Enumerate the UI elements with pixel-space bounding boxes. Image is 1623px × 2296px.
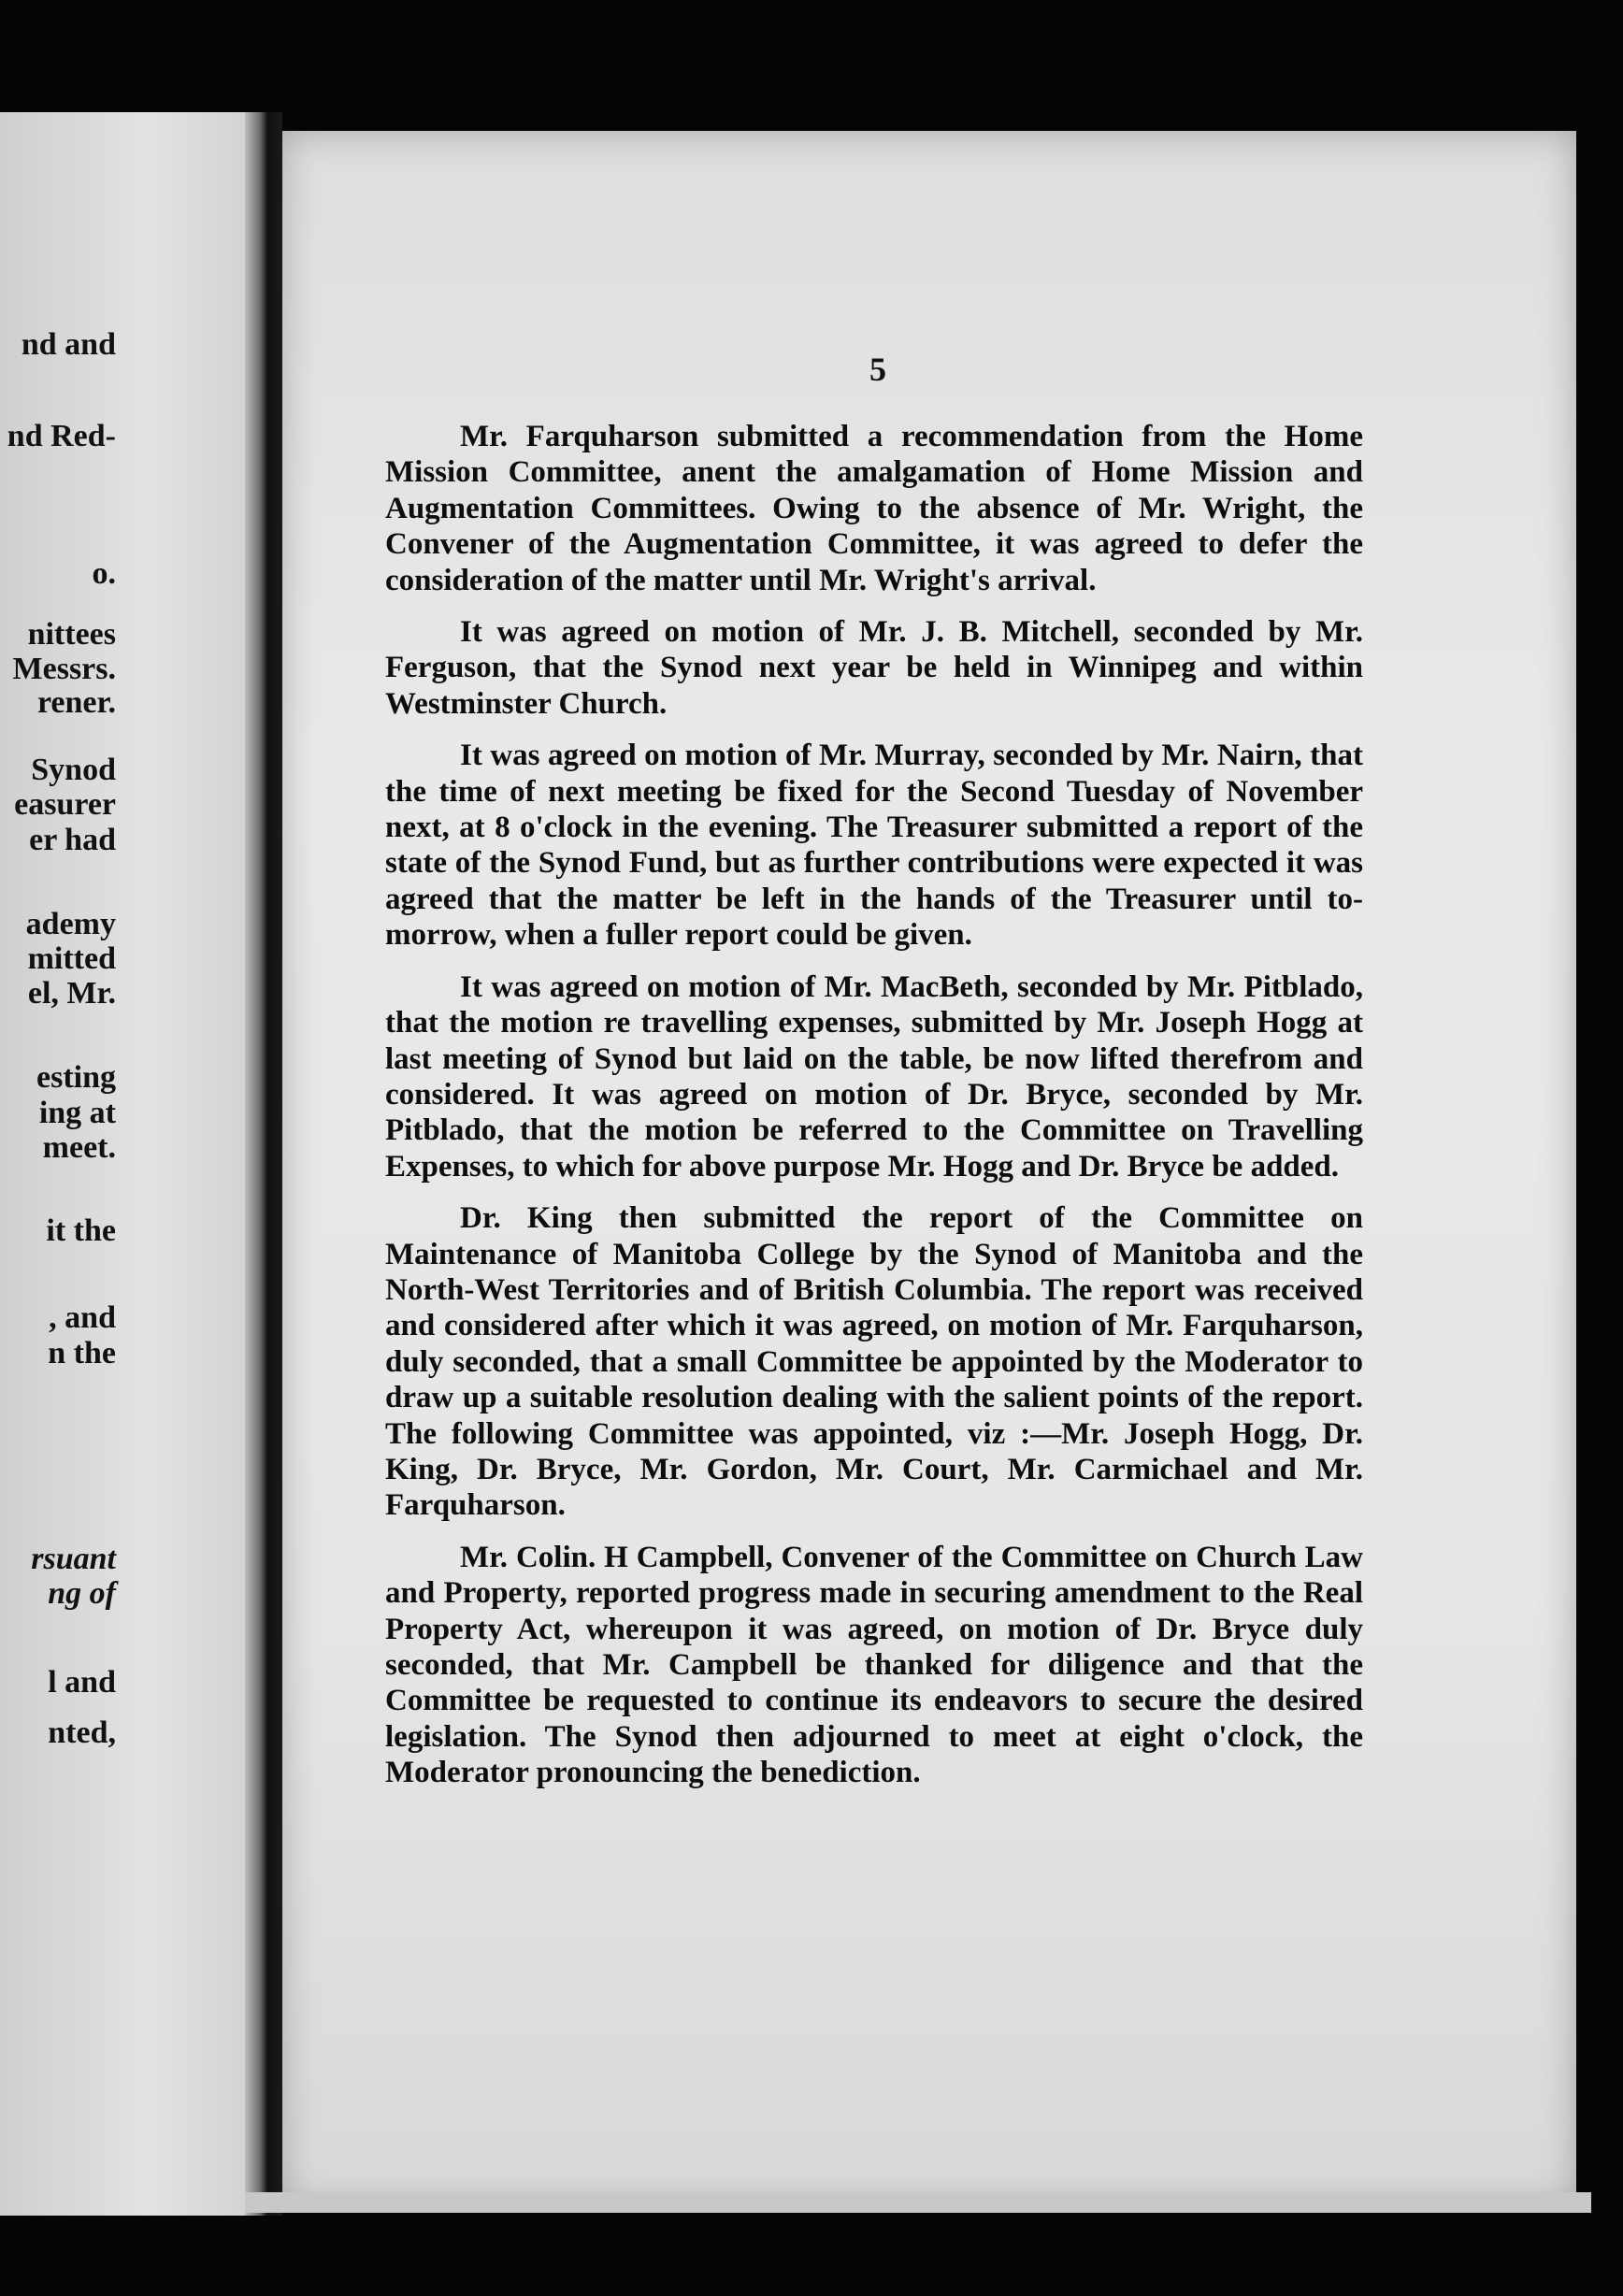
left-page-fragment: ng of	[48, 1576, 116, 1611]
page-bottom-edge	[245, 2192, 1591, 2213]
left-page-fragment: Messrs.	[12, 652, 116, 686]
paragraph-5: Dr. King then submitted the report of the Committee on Maintenance of Manitoba College by the Synod of Manitoba and the North-West Territories and of British Columbia. The report was received and considered after which it was agreed, on motion of Mr. Farquharson, duly seconded, that a small Committee be appointed by the Moderator to draw up a suitable resolution dealing with the salient points of the report. The following Committee was appointed, viz :—Mr. Joseph Hogg, Dr. King, Dr. Bryce, Mr. Gordon, Mr. Court, Mr. Carmichael and Mr. Farquharson.	[385, 1201, 1363, 1523]
left-page-fragment: , and	[49, 1300, 116, 1335]
paragraph-2: It was agreed on motion of Mr. J. B. Mitchell, seconded by Mr. Ferguson, that the Synod next year be held in Winnipeg and within Westminster Church.	[385, 615, 1363, 721]
left-page-fragment: Synod	[31, 753, 116, 787]
left-page-fragment: el, Mr.	[27, 976, 116, 1011]
left-page-fragment: o.	[92, 556, 116, 591]
left-page-fragment: nittees	[27, 617, 116, 652]
left-page-fragment: it the	[46, 1213, 116, 1248]
left-page-fragment: easurer	[14, 787, 116, 822]
left-page-fragment: ing at	[38, 1096, 116, 1130]
left-facing-page	[0, 112, 245, 2216]
left-page-fragment: esting	[36, 1060, 116, 1095]
left-page-fragment: nted,	[48, 1715, 116, 1750]
left-page-fragment: nd Red-	[7, 419, 116, 453]
paragraph-1: Mr. Farquharson submitted a recommendation from the Home Mission Committee, anent the amalgamation of Home Mission and Augmentation Committees. Owing to the absence of Mr. Wright, the Convener of the Augmentation Committee, it was agreed to defer the consideration of the matter until Mr. Wright's arrival.	[385, 420, 1363, 597]
page-body	[385, 419, 1363, 1807]
left-page-fragment: meet.	[42, 1130, 116, 1165]
left-page-fragment: l and	[48, 1665, 116, 1700]
left-page-fragment: ademy	[25, 907, 116, 941]
left-page-fragment: rsuant	[31, 1542, 116, 1576]
left-page-fragment: n the	[48, 1336, 116, 1370]
left-page-fragment: er had	[29, 823, 116, 857]
left-page-fragment: mitted	[27, 941, 116, 976]
left-page-fragment: nd and	[21, 327, 116, 362]
page-number: 5	[869, 351, 886, 388]
paragraph-6: Mr. Colin. H Campbell, Convener of the Committee on Church Law and Property, reported progress made in securing amendment to the Real Property Act, whereupon it was agreed, on motion of Dr. Bryce duly seconded, that Mr. Campbell be thanked for diligence and that the Committee be requested to continue its endeavors to secure the desired legislation. The Synod then adjourned to meet at eight o'clock, the Moderator pronouncing the benediction.	[385, 1540, 1363, 1790]
left-page-fragment: rener.	[36, 685, 116, 720]
paragraph-4: It was agreed on motion of Mr. MacBeth, seconded by Mr. Pitblado, that the motion re travelling expenses, submitted by Mr. Joseph Hogg at last meeting of Synod but laid on the table, be now lifted therefrom and considered. It was agreed on motion of Dr. Bryce, seconded by Mr. Pitblado, that the motion be referred to the Committee on Travelling Expenses, to which for above purpose Mr. Hogg and Dr. Bryce be added.	[385, 969, 1363, 1184]
paragraph-3: It was agreed on motion of Mr. Murray, seconded by Mr. Nairn, that the time of next meeting be fixed for the Second Tuesday of November next, at 8 o'clock in the evening. The Treasurer submitted a report of the state of the Synod Fund, but as further contributions were expected it was agreed that the matter be left in the hands of the Treasurer until to-morrow, when a fuller report could be given.	[385, 739, 1363, 953]
page-gutter	[245, 112, 282, 2216]
